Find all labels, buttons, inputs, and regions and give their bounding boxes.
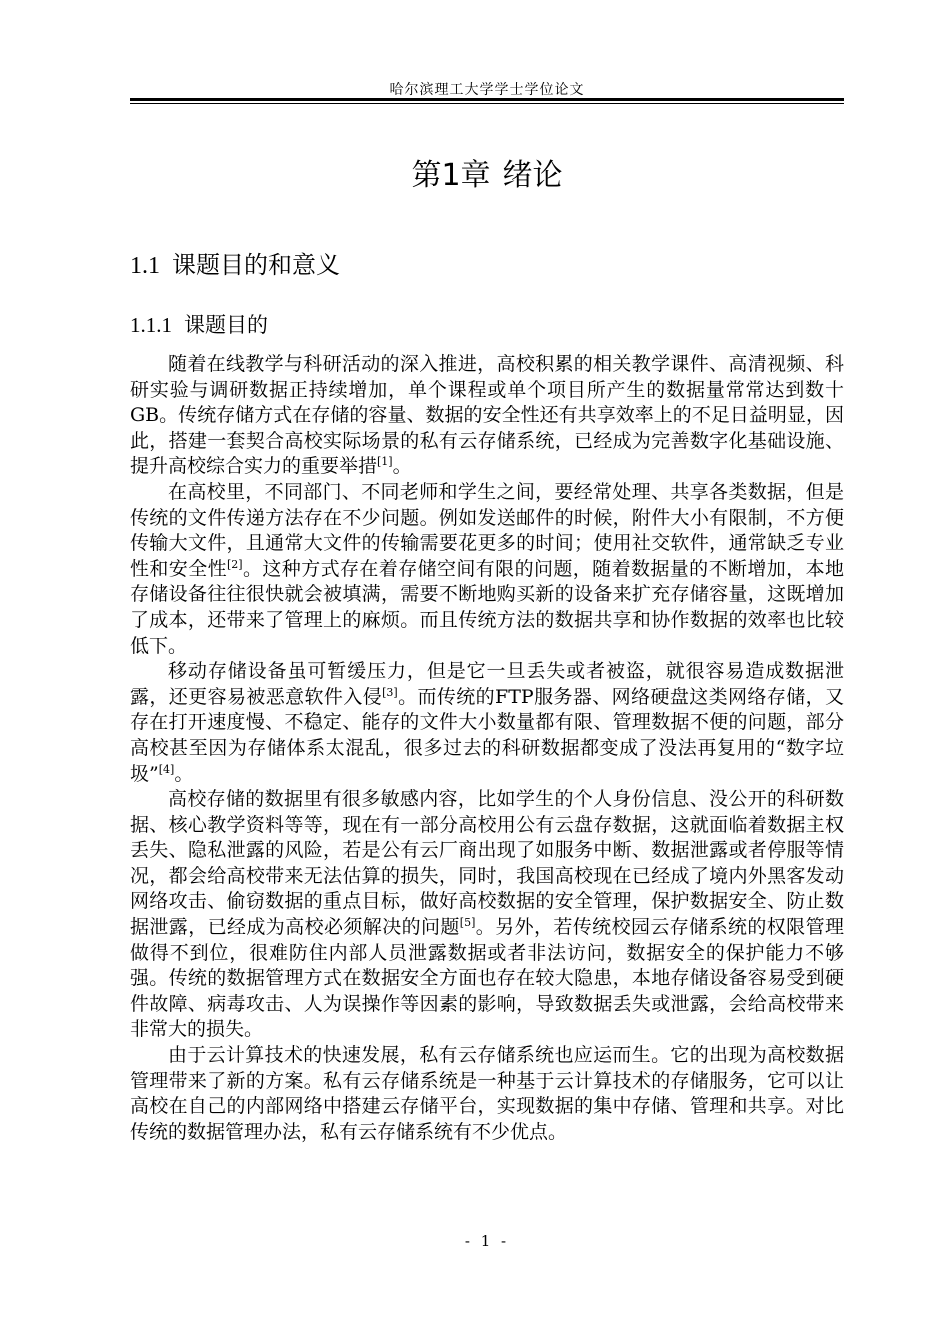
- section-heading: [130, 245, 340, 280]
- header-rule-thin: [130, 103, 844, 104]
- citation: [3]: [382, 685, 398, 699]
- body-text: [130, 352, 844, 1145]
- page-number: - 1 -: [464, 1232, 510, 1250]
- paragraph: 在高校里，不同部门、不同老师和学生之间，要经常处理、共享各类数据，但是传统的文件传递方法存在不少问题。例如发送邮件的时候，附件大小有限制，不方便传输大文件，且通常大文件的传输需要花更多的时间；使用社交软件，通常缺乏专业性和安全性[2]。这种方式存在着存储空间有限的问题，随着数据量的不断增加，本地存储设备往往很快就会被填满，需要不断地购买新的设备来扩充存储容量，这既增加了成本，还带来了管理上的麻烦。而且传统方法的数据共享和协作数据的效率也比较低下。: [130, 480, 844, 657]
- section-title: 课题目的和意义: [172, 251, 340, 279]
- citation: [5]: [459, 916, 476, 930]
- chapter-number: 第1章: [411, 158, 491, 193]
- running-header: 哈尔滨理工大学学士学位论文: [389, 82, 585, 98]
- chapter-title: 绪论: [502, 158, 563, 193]
- section-number: 1.1: [130, 253, 160, 279]
- citation: [2]: [227, 557, 243, 571]
- paragraph: 移动存储设备虽可暂缓压力，但是它一旦丢失或者被盗，就很容易造成数据泄露，还更容易被恶意软件入侵[3]。而传统的FTP服务器、网络硬盘这类网络存储，又存在打开速度慢、不稳定、能存的文件大小数量都有限、管理数据不便的问题，部分高校甚至因为存储体系太混乱，很多过去的科研数据都变成了没法再复用的“数字垃圾”[4]。: [130, 660, 844, 785]
- paragraph: 随着在线教学与科研活动的深入推进，高校积累的相关教学课件、高清视频、科研实验与调研数据正持续增加，单个课程或单个项目所产生的数据量常常达到数十GB。传统存储方式在存储的容量、数据的安全性还有共享效率上的不足日益明显，因此，搭建一套契合高校实际场景的私有云存储系统，已经成为完善数字化基础设施、提升高校综合实力的重要举措[1]。: [130, 353, 844, 478]
- header-rule-thick: [130, 98, 844, 101]
- paragraph: 高校存储的数据里有很多敏感内容，比如学生的个人身份信息、没公开的科研数据、核心教学资料等等，现在有一部分高校用公有云盘存数据，这就面临着数据主权丢失、隐私泄露的风险，若是公有云厂商出现了如服务中断、数据泄露或者停服等情况，都会给高校带来无法估算的损失，同时，我国高校现在已经成了境内外黑客发动网络攻击、偷窃数据的重点目标，做好高校数据的安全管理，保护数据安全、防止数据泄露，已经成为高校必须解决的问题[5]。另外，若传统校园云存储系统的权限管理做得不到位，很难防住内部人员泄露数据或者非法访问，数据安全的保护能力不够强。传统的数据管理方式在数据安全方面也存在较大隐患，本地存储设备容易受到硬件故障、病毒攻击、人为误操作等因素的影响，导致数据丢失或泄露，会给高校带来非常大的损失。: [130, 788, 844, 1041]
- paragraph: 由于云计算技术的快速发展，私有云存储系统也应运而生。它的出现为高校数据管理带来了新的方案。私有云存储系统是一种基于云计算技术的存储服务，它可以让高校在自己的内部网络中搭建云存储平台，实现数据的集中存储、管理和共享。对比传统的数据管理办法，私有云存储系统有不少优点。: [130, 1044, 844, 1143]
- citation: [4]: [158, 762, 175, 776]
- citation: [1]: [377, 455, 393, 469]
- subsection-title: 课题目的: [184, 313, 268, 337]
- chapter-heading: [130, 150, 844, 194]
- subsection-heading: [130, 309, 268, 339]
- subsection-number: 1.1.1: [130, 313, 172, 337]
